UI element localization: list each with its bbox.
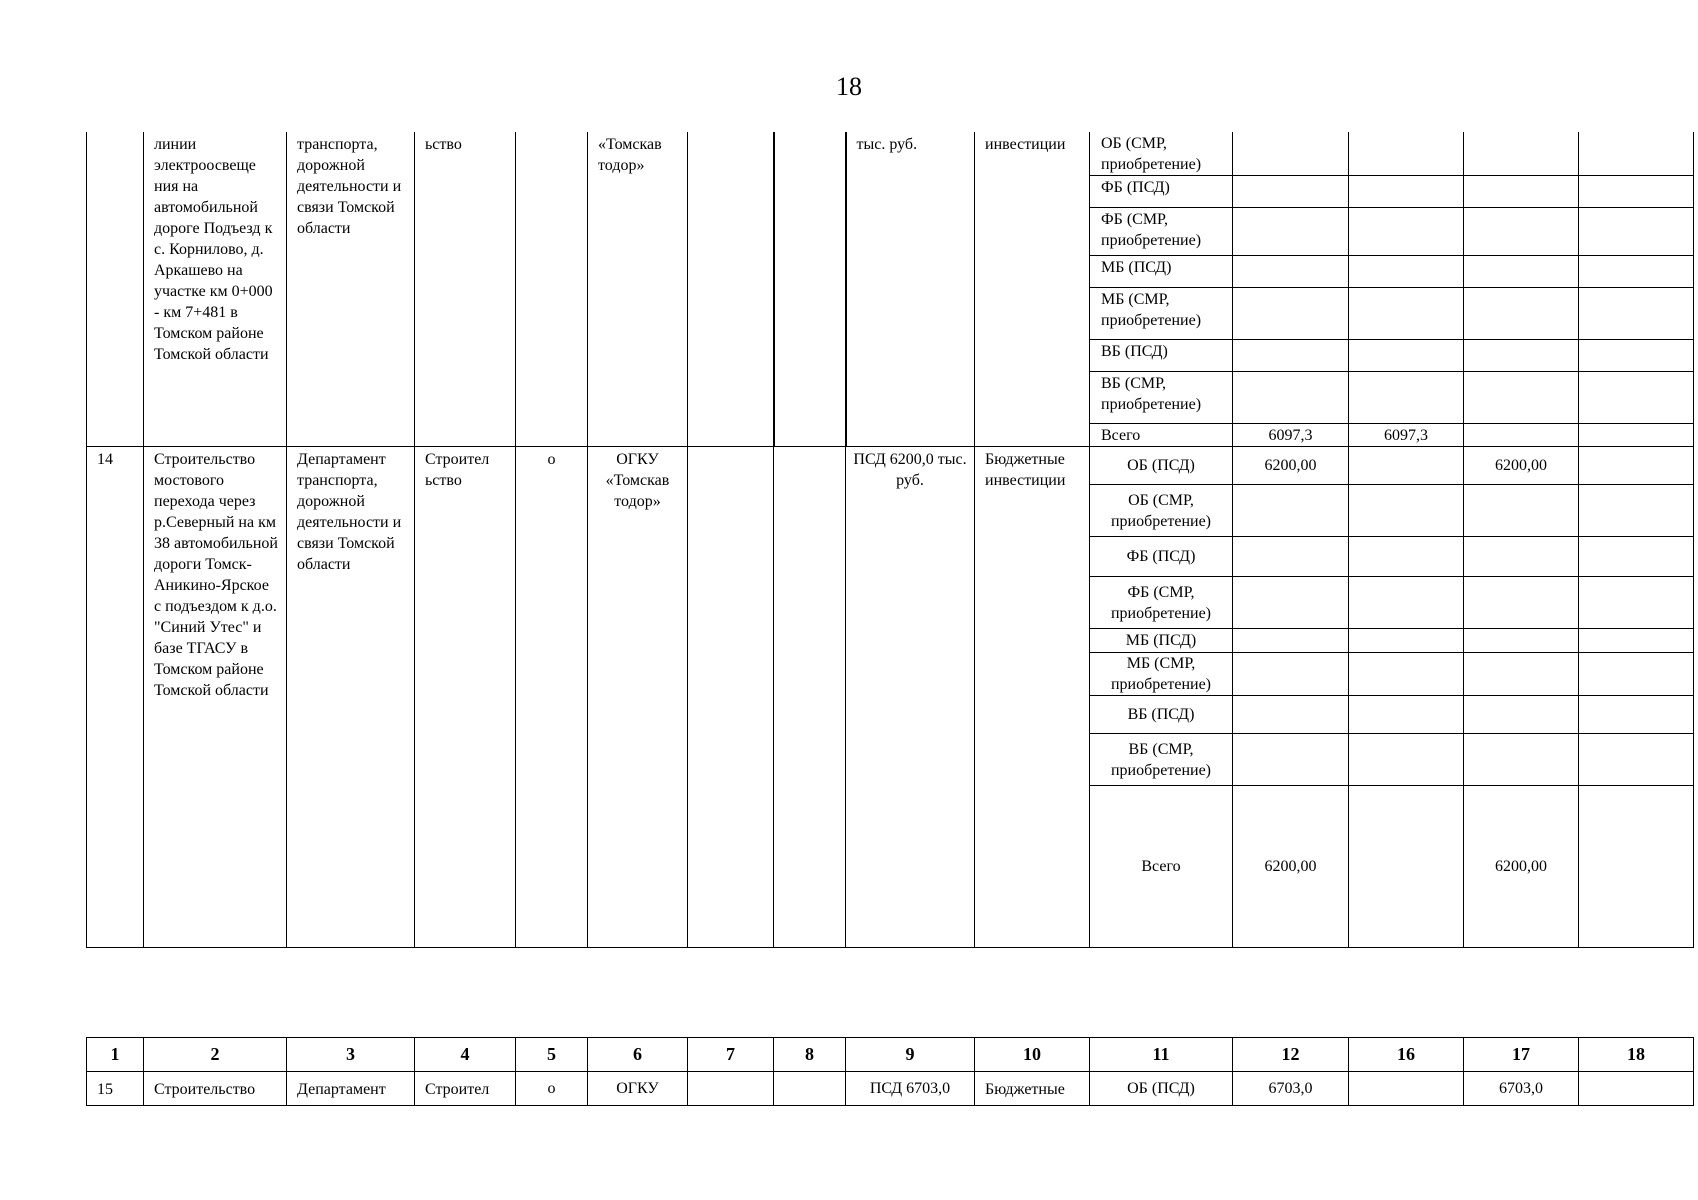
cell-source: ОБ (СМР, приобретение) [1090, 132, 1233, 176]
row15-col-14: 6703,0 [1464, 1072, 1579, 1106]
page-number: 18 [836, 72, 862, 101]
cell-source: МБ (ПСД) [1090, 629, 1233, 653]
cell-capacity: тыс. руб. [846, 132, 975, 447]
cell-v12 [1233, 340, 1349, 372]
cell-v16 [1349, 372, 1464, 424]
cell-v16 [1349, 447, 1464, 485]
cell-v17 [1464, 288, 1579, 340]
cell-v17 [1464, 734, 1579, 786]
cell-type: ьство [415, 132, 516, 447]
cell-v12 [1233, 176, 1349, 208]
cell-v18 [1579, 288, 1694, 340]
cell-v12 [1233, 653, 1349, 696]
table-row [87, 447, 1694, 485]
cell-v16 [1349, 340, 1464, 372]
cell-v17 [1464, 485, 1579, 537]
cell-source: ВБ (ПСД) [1090, 696, 1233, 734]
cell-source: ОБ (ПСД) [1090, 447, 1233, 485]
cell-v16: 6097,3 [1349, 424, 1464, 447]
cell-source: ФБ (ПСД) [1090, 176, 1233, 208]
cell-v16 [1349, 653, 1464, 696]
header-col-number: 18 [1579, 1038, 1694, 1072]
cell-num: 14 [87, 447, 144, 948]
cell-v16 [1349, 132, 1464, 176]
cell-v18 [1579, 372, 1694, 424]
cell-v12 [1233, 288, 1349, 340]
cell-col8 [774, 447, 846, 948]
cell-v18 [1579, 132, 1694, 176]
table-row [87, 132, 1694, 176]
cell-v17 [1464, 132, 1579, 176]
cell-v16 [1349, 577, 1464, 629]
cell-v12 [1233, 696, 1349, 734]
cell-v16 [1349, 485, 1464, 537]
cell-v17 [1464, 372, 1579, 424]
cell-source: Всего [1090, 786, 1233, 948]
cell-v12 [1233, 734, 1349, 786]
row15-col-11: ОБ (ПСД) [1090, 1072, 1233, 1106]
header-col-number: 5 [516, 1038, 588, 1072]
cell-v12 [1233, 256, 1349, 288]
header-col-number: 3 [287, 1038, 415, 1072]
cell-v18 [1579, 208, 1694, 256]
cell-v17 [1464, 629, 1579, 653]
cell-v12: 6097,3 [1233, 424, 1349, 447]
row15-col-7 [688, 1072, 774, 1106]
cell-v12: 6200,00 [1233, 786, 1349, 948]
cell-v18 [1579, 485, 1694, 537]
cell-col5: о [516, 447, 588, 948]
cell-v12 [1233, 485, 1349, 537]
cell-col7 [688, 447, 774, 948]
header-col-number: 8 [774, 1038, 846, 1072]
header-col-number: 11 [1090, 1038, 1233, 1072]
cell-v12 [1233, 372, 1349, 424]
cell-v18 [1579, 577, 1694, 629]
cell-v17 [1464, 256, 1579, 288]
cell-v16 [1349, 537, 1464, 577]
header-col-number: 6 [588, 1038, 688, 1072]
cell-v12 [1233, 577, 1349, 629]
cell-source: ВБ (ПСД) [1090, 340, 1233, 372]
cell-v18 [1579, 629, 1694, 653]
header-col-number: 12 [1233, 1038, 1349, 1072]
cell-col8 [774, 132, 846, 447]
cell-v17: 6200,00 [1464, 447, 1579, 485]
cell-v18 [1579, 537, 1694, 577]
cell-v18 [1579, 447, 1694, 485]
cell-v18 [1579, 786, 1694, 948]
row15-col-10: Бюджетные [975, 1072, 1090, 1106]
column-number-header [87, 1038, 1694, 1072]
cell-v17 [1464, 208, 1579, 256]
table-row [87, 1072, 1694, 1106]
cell-v16 [1349, 629, 1464, 653]
investment-table [86, 132, 1694, 948]
cell-v17 [1464, 696, 1579, 734]
cell-source: ВБ (СМР, приобретение) [1090, 372, 1233, 424]
header-col-number: 7 [688, 1038, 774, 1072]
cell-department: Департамент транспорта, дорожной деятельности и связи Томской области [287, 447, 415, 948]
cell-type: Строител ьство [415, 447, 516, 948]
cell-v17 [1464, 577, 1579, 629]
row15-col-2: Строительство [144, 1072, 287, 1106]
cell-customer: ОГКУ «Томскав тодор» [588, 447, 688, 948]
row15-col-12: 6703,0 [1233, 1072, 1349, 1106]
cell-v16 [1349, 786, 1464, 948]
cell-source: ФБ (ПСД) [1090, 537, 1233, 577]
header-col-number: 10 [975, 1038, 1090, 1072]
cell-v12 [1233, 537, 1349, 577]
cell-form: инвестиции [975, 132, 1090, 447]
cell-source: Всего [1090, 424, 1233, 447]
cell-v18 [1579, 340, 1694, 372]
cell-source: ФБ (СМР, приобретение) [1090, 577, 1233, 629]
cell-col7 [688, 132, 774, 447]
cell-capacity: ПСД 6200,0 тыс. руб. [846, 447, 975, 948]
row15-col-13 [1349, 1072, 1464, 1106]
header-col-number: 2 [144, 1038, 287, 1072]
cell-v16 [1349, 696, 1464, 734]
cell-v17 [1464, 537, 1579, 577]
row15-col-5: о [516, 1072, 588, 1106]
row15-col-6: ОГКУ [588, 1072, 688, 1106]
header-col-number: 1 [87, 1038, 144, 1072]
cell-v18 [1579, 256, 1694, 288]
cell-v17 [1464, 176, 1579, 208]
row15-col-15 [1579, 1072, 1694, 1106]
cell-v18 [1579, 176, 1694, 208]
cell-v16 [1349, 208, 1464, 256]
cell-v12 [1233, 629, 1349, 653]
cell-v12 [1233, 132, 1349, 176]
cell-form: Бюджетные инвестиции [975, 447, 1090, 948]
row15-col-1: 15 [87, 1072, 144, 1106]
cell-source: ОБ (СМР, приобретение) [1090, 485, 1233, 537]
cell-source: МБ (СМР, приобретение) [1090, 653, 1233, 696]
cell-v16 [1349, 176, 1464, 208]
cell-department: транспорта, дорожной деятельности и связи Томской области [287, 132, 415, 447]
cell-object-name: Строительство мостового перехода через р.Северный на км 38 автомобильной дороги Томск-Аникино-Ярское с подъездом к д.о. "Синий Утес" и базе ТГАСУ в Томском районе Томской области [144, 447, 287, 948]
header-col-number: 16 [1349, 1038, 1464, 1072]
header-col-number: 9 [846, 1038, 975, 1072]
cell-v16 [1349, 256, 1464, 288]
cell-v18 [1579, 734, 1694, 786]
cell-col5 [516, 132, 588, 447]
cell-v17 [1464, 340, 1579, 372]
cell-object-name: линии электроосвеще ния на автомобильной дороге Подъезд к с. Корнилово, д. Аркашево на участке км 0+000 - км 7+481 в Томском районе Томской области [144, 132, 287, 447]
cell-v18 [1579, 696, 1694, 734]
cell-source: МБ (СМР, приобретение) [1090, 288, 1233, 340]
cell-source: МБ (ПСД) [1090, 256, 1233, 288]
header-col-number: 4 [415, 1038, 516, 1072]
cell-num [87, 132, 144, 447]
cell-v16 [1349, 288, 1464, 340]
cell-source: ВБ (СМР, приобретение) [1090, 734, 1233, 786]
row15-col-9: ПСД 6703,0 [846, 1072, 975, 1106]
cell-v12: 6200,00 [1233, 447, 1349, 485]
cell-v12 [1233, 208, 1349, 256]
row15-col-3: Департамент [287, 1072, 415, 1106]
cell-v18 [1579, 653, 1694, 696]
cell-v18 [1579, 424, 1694, 447]
cell-source: ФБ (СМР, приобретение) [1090, 208, 1233, 256]
continuation-table [86, 1037, 1694, 1106]
header-col-number: 17 [1464, 1038, 1579, 1072]
cell-v16 [1349, 734, 1464, 786]
cell-v17: 6200,00 [1464, 786, 1579, 948]
row15-col-8 [774, 1072, 846, 1106]
cell-customer: «Томскав тодор» [588, 132, 688, 447]
row15-col-4: Строител [415, 1072, 516, 1106]
cell-v17 [1464, 424, 1579, 447]
cell-v17 [1464, 653, 1579, 696]
